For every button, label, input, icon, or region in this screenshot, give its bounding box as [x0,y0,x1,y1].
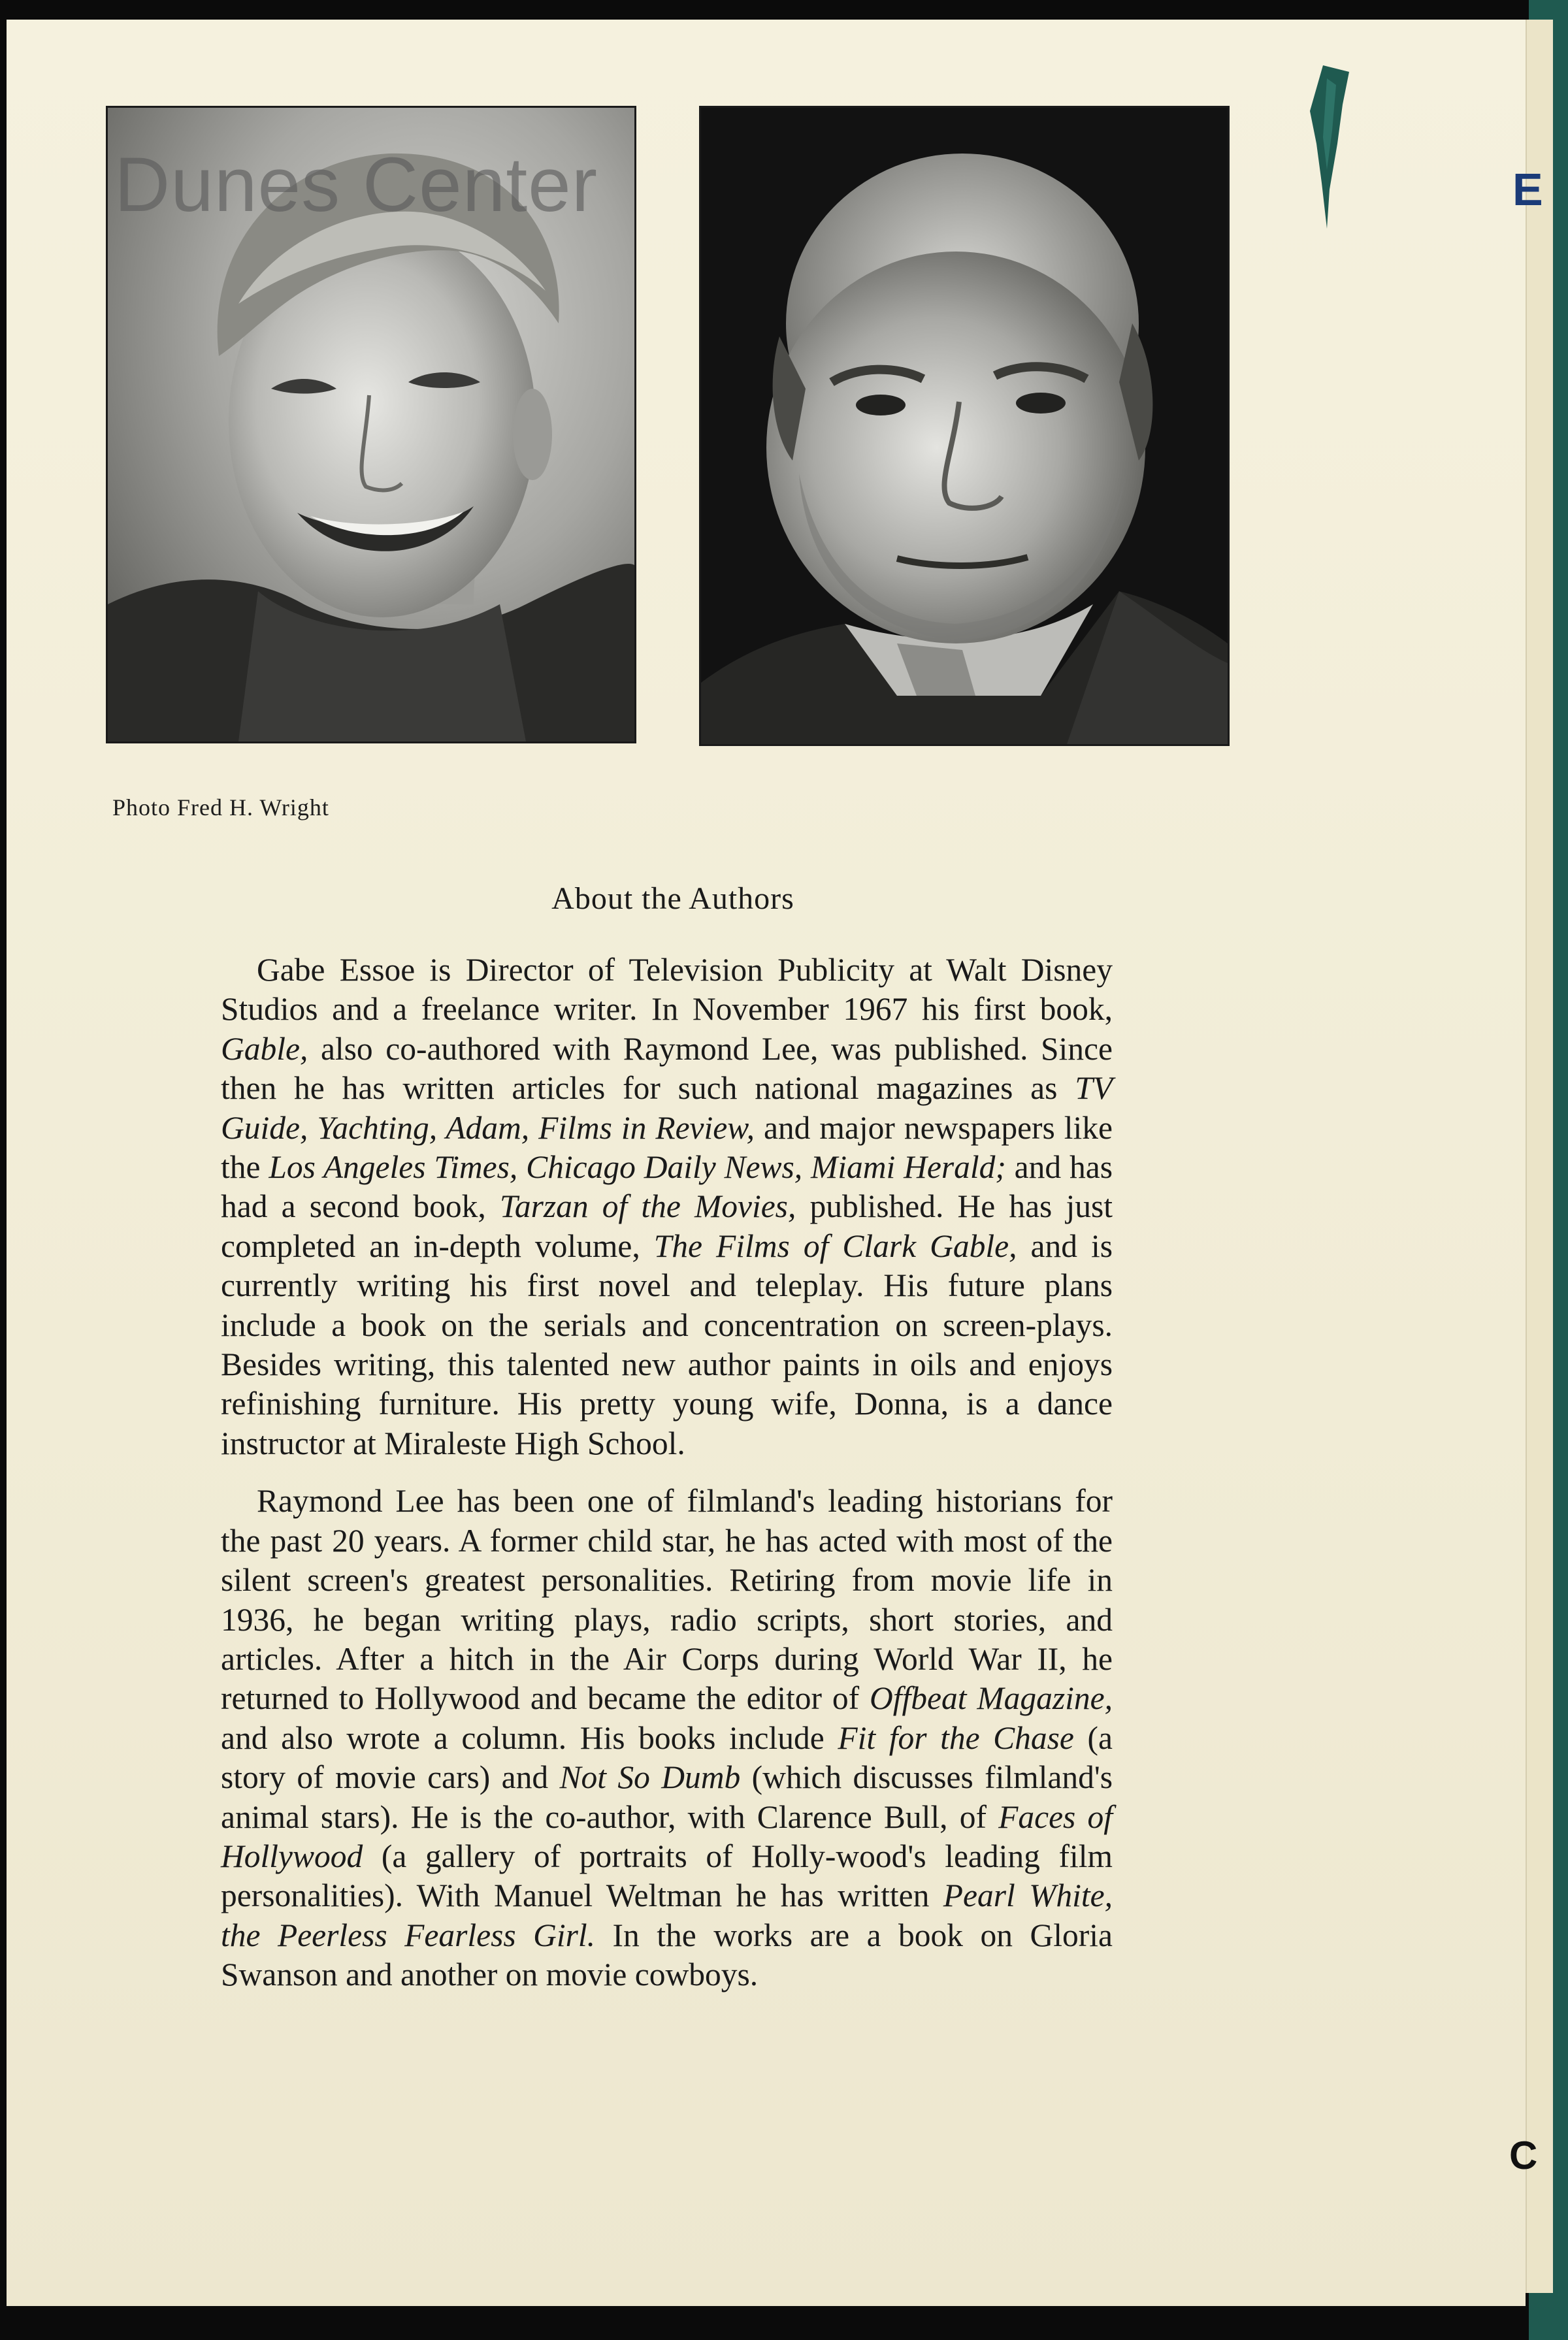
section-heading: About the Authors [551,881,794,916]
bio1-text-2: also co-authored with Raymond Lee, was published. Since then he has written articles for such national magazines as [221,1030,1113,1107]
bio1-text-4: and has had a second book, [221,1149,1113,1225]
bio2-text-2: and also wrote a column. His books include [221,1719,838,1756]
bio1-title-2: TV Guide, Yachting, Adam, Films in Review, [221,1070,1113,1146]
jacket-tear [1303,65,1356,235]
spine-flap [1526,20,1553,2293]
author-bios [221,951,1113,2013]
bio1-text-6: and is currently writing his first novel and teleplay. His future plans include a book on the serials and concentration on screen-plays. Besides writing, this talented new author paints in oils and enjoys refinishing furniture. His pretty young wife, Donna, is a dance instructor at Miraleste High School. [221,1227,1113,1461]
bio1-title-3: Los Angeles Times, Chicago Daily News, Miami Herald; [269,1149,1006,1186]
bio1-title-1: Gable, [221,1030,308,1067]
bio1-title-5: The Films of Clark Gable, [653,1227,1017,1264]
bio-paragraph-raymond-lee [221,1482,1113,1994]
photo-credit: Photo Fred H. Wright [112,794,329,821]
bio1-title-4: Tarzan of the Movies, [499,1188,796,1225]
author-photo-raymond-lee [699,106,1230,746]
bio2-title-4: Faces of Hollywood [221,1798,1113,1874]
bio1-text-3: and major newspapers like the [221,1109,1113,1186]
bio2-title-3: Not So Dumb [559,1759,741,1796]
portrait-older-man [701,108,1228,744]
bio2-title-1: Offbeat Magazine, [870,1680,1113,1717]
bio2-title-2: Fit for the Chase [838,1719,1074,1756]
watermark: Dunes Center [114,142,598,228]
spine-letter-bottom: C [1509,2134,1538,2177]
bio2-title-5: Pearl White, the Peerless Fearless Girl. [221,1877,1113,1953]
bio2-text-6: In the works are a book on Gloria Swanson and another on movie cowboys. [221,1917,1113,1993]
bio2-text-3: (a story of movie cars) and [221,1719,1113,1796]
bio2-text-1: Raymond Lee has been one of filmland's leading historians for the past 20 years. A former child star, he has acted with most of the silent screen's greatest personalities. Retiring from movie life in 1936, he began writing plays, radio scripts, short stories, and articles. After a hitch in the Air Corps during World War II, he returned to Hollywood and became the editor of [221,1483,1113,1717]
bio1-text-5: published. He has just completed an in-depth volume, [221,1188,1113,1264]
spine-letter-top: E [1512,164,1543,215]
bio2-text-4: (which discusses filmland's animal stars). He is the co-author, with Clarence Bull, of [221,1759,1113,1835]
bio1-text-1: Gabe Essoe is Director of Television Publicity at Walt Disney Studios and a freelance writer. In November 1967 his first book, [221,952,1113,1028]
bio2-text-5: (a gallery of portraits of Holly-wood's leading film personalities). With Manuel Weltman he has written [221,1838,1113,1914]
bio-paragraph-gabe-essoe [221,951,1113,1463]
